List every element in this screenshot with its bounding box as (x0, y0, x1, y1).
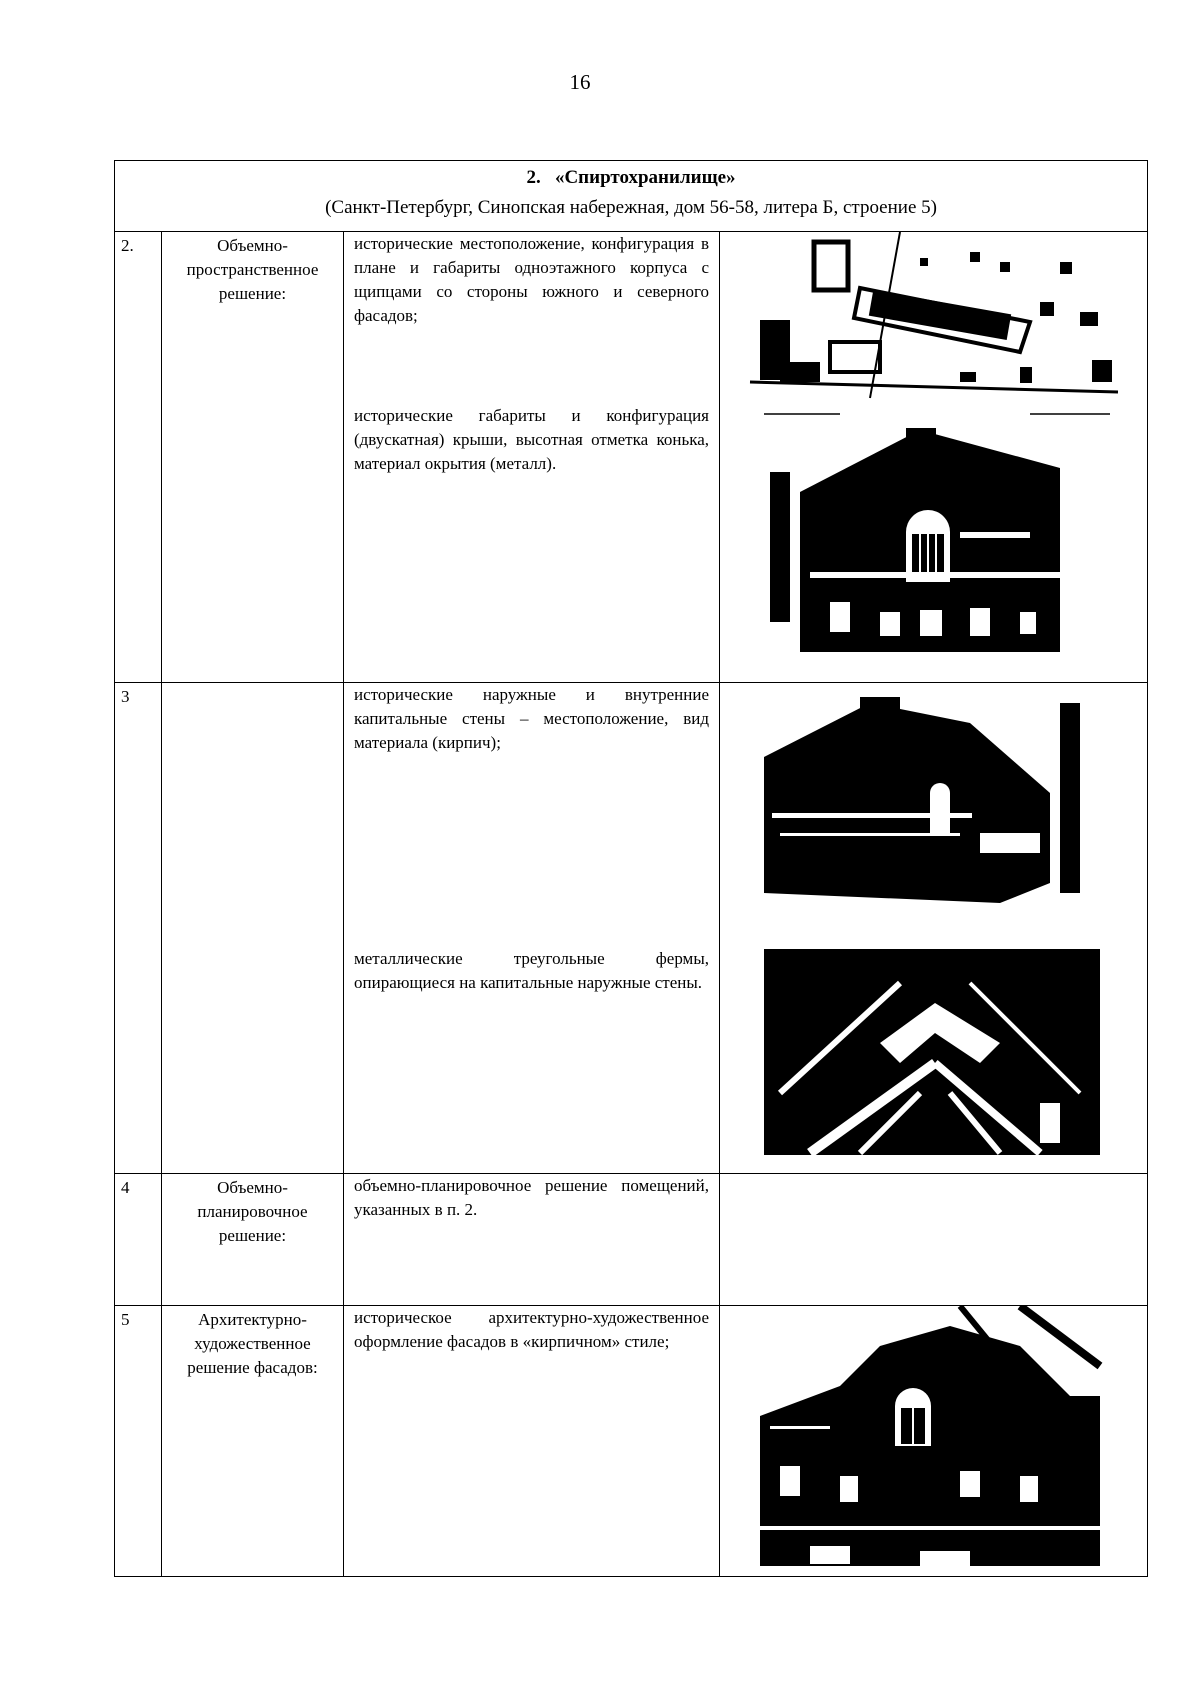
site-plan-map (750, 232, 1118, 414)
table-header (115, 161, 1148, 232)
row-element: Объемно-планировочное решение: (162, 1174, 344, 1306)
corner-and-truss-images (720, 683, 1148, 1173)
building-facade-photo (764, 428, 1074, 654)
roof-truss-photo (764, 949, 1100, 1155)
description-item: исторические габариты и конфигурация (двускатная) крыши, высотная отметка конька, материал окрытия (металл). (354, 406, 709, 473)
row-description (344, 1306, 720, 1577)
row-images (720, 232, 1148, 683)
row-description (344, 232, 720, 683)
description-item: историческое архитектурно-художественное оформление фасадов в «кирпичном» стиле; (354, 1308, 709, 1351)
row-images-empty (720, 1174, 1148, 1306)
row-element: Объемно-пространственное решение: (162, 232, 344, 683)
row-images (720, 1306, 1148, 1577)
description-item: исторические наружные и внутренние капитальные стены – местоположение, вид материала (кирпич); (354, 685, 709, 752)
row-number: 5 (115, 1306, 162, 1577)
table-row (115, 1306, 1148, 1577)
row-number: 3 (115, 683, 162, 1174)
description-item: объемно-планировочное решение помещений, указанных в п. 2. (354, 1176, 709, 1219)
table-row (115, 232, 1148, 683)
row-element: Архитектурно-художественное решение фасадов: (162, 1306, 344, 1577)
row-element (162, 683, 344, 1174)
object-address: (Санкт-Петербург, Синопская набережная, дом 56-58, литера Б, строение 5) (325, 197, 937, 218)
row-description (344, 1174, 720, 1306)
row-images (720, 683, 1148, 1174)
table-row (115, 683, 1148, 1174)
row-number: 4 (115, 1174, 162, 1306)
description-item: металлические треугольные фермы, опирающиеся на капитальные наружные стены. (354, 949, 709, 992)
object-title: 2. «Спиртохранилище» (526, 167, 736, 188)
description-item: исторические местоположение, конфигурация в плане и габариты одноэтажного корпуса с щипцами со стороны южного и северного фасадов; (354, 234, 709, 325)
facade-photo-brick-style (720, 1306, 1148, 1576)
table-header-row (115, 161, 1148, 232)
row-number: 2. (115, 232, 162, 683)
site-plan-and-facade-images (720, 232, 1148, 682)
building-corner-photo (764, 697, 1094, 903)
document-table (114, 160, 1148, 1577)
table-row (115, 1174, 1148, 1306)
row-description (344, 683, 720, 1174)
page-number: 16 (569, 70, 591, 94)
